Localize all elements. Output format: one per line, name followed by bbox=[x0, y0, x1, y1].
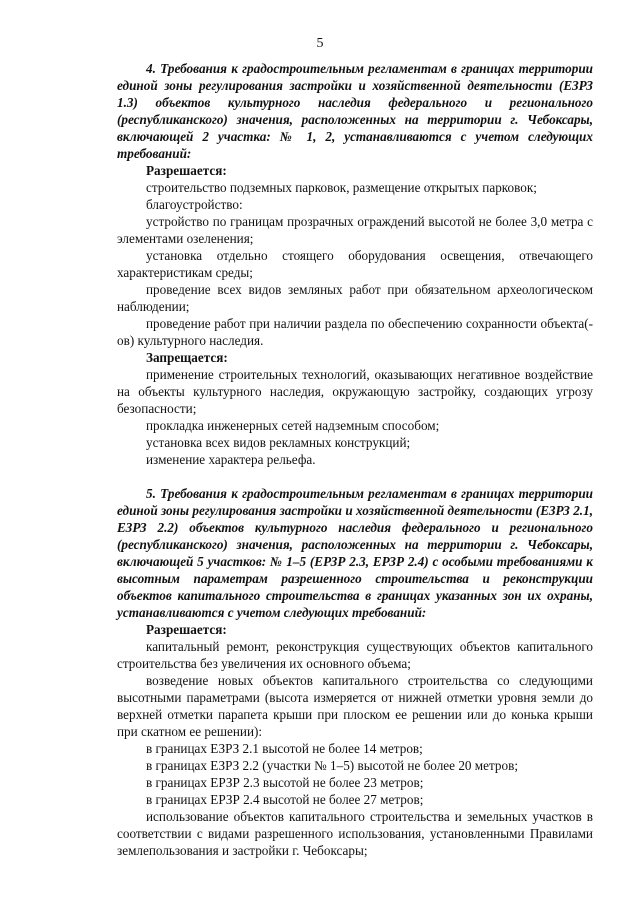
section-5-allowed-item: капитальный ремонт, реконструкция существующих объектов капитального строительства без увеличения их основного объема; bbox=[117, 639, 593, 671]
section-5-allowed-item: в границах ЕЗРЗ 2.1 высотой не более 14 метров; bbox=[146, 741, 423, 756]
section-4-forbidden-item: установка всех видов рекламных конструкций; bbox=[146, 435, 411, 450]
section-4-allowed-item: установка отдельно стоящего оборудования освещения, отвечающего характеристикам среды; bbox=[117, 248, 593, 280]
section-4-allowed-item: устройство по границам прозрачных ограждений высотой не более 3,0 метра с элементами озеленения; bbox=[117, 214, 593, 246]
section-4-allowed-item: проведение всех видов земляных работ при обязательном археологическом наблюдении; bbox=[117, 282, 593, 314]
section-4-forbidden-item: применение строительных технологий, оказывающих негативное воздействие на объекты культурного наследия, окружающую застройку, создающих угрозу безопасности; bbox=[117, 367, 593, 416]
section-5-heading: 5. Требования к градостроительным регламентам в границах территории единой зоны регулирования застройки и хозяйственной деятельности (ЕЗРЗ 2.1, ЕЗРЗ 2.2) объектов культурного наследия федерального и регионального (республиканского) значения, расположенных на территории г. Чебоксары, включающей 5 участков: № 1–5 (ЕРЗР 2.3, ЕРЗР 2.4) с особыми требованиями к высотным параметрам разрешенного строительства и реконструкции объектов капитального строительства в границах указанных зон их охраны, устанавливаются с учетом следующих требований: bbox=[117, 486, 593, 620]
section-4-forbidden-label: Запрещается: bbox=[146, 350, 228, 365]
section-4-allowed-label: Разрешается: bbox=[146, 163, 227, 178]
section-4-heading: 4. Требования к градостроительным регламентам в границах территории единой зоны регулирования застройки и хозяйственной деятельности (ЕЗРЗ 1.3) объектов культурного наследия федерального и регионального (республиканского) значения, расположенных на территории г. Чебоксары, включающей 2 участка: № 1, 2, устанавливаются с учетом следующих требований: bbox=[117, 61, 593, 161]
section-5-allowed-item: в границах ЕРЗР 2.4 высотой не более 27 метров; bbox=[146, 792, 424, 807]
section-5-allowed-label: Разрешается: bbox=[146, 622, 227, 637]
section-4-allowed-item: проведение работ при наличии раздела по обеспечению сохранности объекта(-ов) культурного наследия. bbox=[117, 316, 593, 348]
section-5-allowed-item: в границах ЕРЗР 2.3 высотой не более 23 метров; bbox=[146, 775, 424, 790]
section-4-allowed-item: строительство подземных парковок, размещение открытых парковок; bbox=[146, 180, 537, 195]
page-number: 5 bbox=[316, 36, 324, 51]
section-spacer bbox=[117, 468, 593, 485]
document-body bbox=[117, 60, 593, 859]
section-5-allowed-item: использование объектов капитального строительства и земельных участков в соответствии с видами разрешенного использования, установленными Правилами землепользования и застройки г. Чебоксары; bbox=[117, 809, 593, 858]
section-4-forbidden-item: прокладка инженерных сетей надземным способом; bbox=[146, 418, 440, 433]
section-4-forbidden-item: изменение характера рельефа. bbox=[146, 452, 316, 467]
section-5-allowed-item: в границах ЕЗРЗ 2.2 (участки № 1–5) высотой не более 20 метров; bbox=[146, 758, 518, 773]
section-5-allowed-item: возведение новых объектов капитального строительства со следующими высотными параметрами (высота измеряется от нижней отметки уровня земли до верхней отметки парапета крыши при плоском ее решении или до конька крыши при скатном ее решении): bbox=[117, 673, 593, 739]
section-4-allowed-item: благоустройство: bbox=[146, 197, 243, 212]
